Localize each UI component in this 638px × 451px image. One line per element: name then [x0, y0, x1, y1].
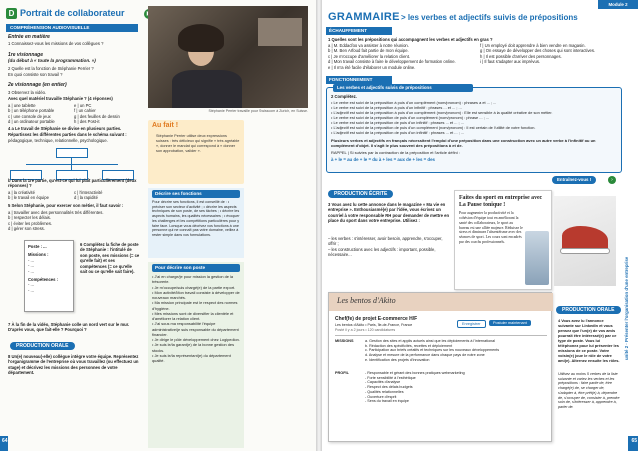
card-poste: Poste : ...	[28, 244, 47, 249]
list-item: c. Participation aux briefs créatifs et techniques sur les nouveaux développements	[365, 348, 500, 353]
right-page	[322, 0, 638, 451]
person-body	[172, 70, 242, 108]
list-item: • Mes missions sont de diversifier la clientèle et d'améliorer la relation client.	[152, 310, 234, 322]
list-item: d | Mon travail consiste à faire le développement de formation online.	[328, 59, 456, 65]
list-item: - Respect des délais budgets	[365, 385, 413, 390]
question-6: 6 Complétez la fiche de poste de Stéphanie : l'intitulé de son poste, ses missions (= ce qu'elle fait) et ses compétences (= ce qu'elle sait ou ce qu'elle sait faire).	[80, 242, 140, 274]
section-bar-warmup: ÉCHAUFFEMENT	[326, 27, 392, 35]
list-item: h | Il est possible d'arriver des personnages.	[480, 53, 562, 59]
viewing-1-sub: (du début à « toute la programmation. »)	[8, 58, 96, 63]
ad-text: Pour augmenter la productivité et la cohésion d'équipe tout en améliorant la santé des collaborateurs, le sport au bureau est une alliée majeure. Réduisez le stress et diminuez l'absentéisme avec des séances de sport. Les cours sont encadrés par des coachs professionnels.	[459, 211, 523, 245]
profile-label: PROFIL	[335, 371, 349, 375]
viewing-1-title: 1re visionnage	[8, 52, 44, 58]
background-window	[258, 18, 302, 46]
left-page	[0, 0, 316, 451]
job-location: Les bentos d'Akito • Paris, Île-de-France, France	[335, 323, 413, 327]
list-item: a | M. Eddacfoo va assister à notre réunion.	[328, 43, 409, 48]
option[interactable]: d | un ordinateur portable	[8, 119, 55, 125]
option[interactable]: e | un PC	[74, 103, 92, 108]
list-item: • J'ai sous ma responsabilité l'équipe administrative/je suis responsable du département financier.	[152, 321, 239, 337]
option[interactable]: b | le travail en équipe	[8, 195, 49, 201]
job-listing	[328, 292, 552, 442]
section-bar-production-orale: PRODUCTION ORALE	[556, 306, 621, 314]
list-item: • Mon activité/Mon travail consiste à développer de nouveaux marchés.	[152, 289, 240, 301]
list-item: i | Il faut s'adapter aux imprévus.	[480, 59, 541, 65]
list-item: • Ma mission principale est le respect des normes d'hygiène.	[152, 300, 238, 311]
section-bar-comprehension: COMPRÉHENSION AUDIOVISUELLE	[6, 24, 138, 32]
list-item: - Sens du travail en équipe	[365, 399, 409, 404]
section-bar-production-orale: PRODUCTION ORALE	[10, 342, 75, 350]
person-hair	[178, 24, 224, 52]
video-photo[interactable]	[148, 6, 308, 108]
question-3-writing: 3 Vous avez lu cette annonce dans le magazine « Ma vie en entreprise ». Enthousiasmé(e) par l'idée, vous écrivez un courriel à votre responsable RH pour demander de mettre en place du sport dans votre entreprise. Utilisez :	[328, 202, 450, 224]
profile-list	[365, 371, 549, 404]
list-item: b | M. Ben Arfoud fait partie de mon équipe.	[328, 48, 409, 54]
card-competences: Compétences :	[28, 276, 59, 282]
warmup-col2	[480, 43, 620, 65]
missions-label: MISSIONS	[335, 339, 354, 343]
grammar-heading	[328, 10, 578, 24]
ad-photo	[525, 231, 549, 285]
option[interactable]: c | éviter les problèmes.	[8, 220, 53, 226]
question-3b: Avec quel matériel travaille Stéphanie ? (4 réponses)	[8, 96, 113, 101]
option[interactable]: d | la rapidité	[74, 195, 98, 201]
option[interactable]: c | l'interactivité	[74, 190, 103, 195]
question-2b: En quoi consiste son travail ?	[8, 72, 63, 77]
rules-summary: Plusieurs verbes et adjectifs en français nécessitent l'emploi d'une préposition dans une construction avec un autre verbe à l'infinitif ou un complément d'objet. Il s'agit le plus souvent des prépositions à et de.	[331, 138, 596, 149]
sneaker-sole	[560, 248, 610, 254]
question-5: 5 Selon Stéphanie, pour exercer son métier, il faut savoir :	[8, 203, 124, 208]
viewing-2-title: 2e visionnage (en entier)	[8, 82, 67, 88]
page-title: Portrait de collaborateur	[20, 8, 125, 18]
subtitle: Entrée en matière	[8, 34, 50, 40]
option[interactable]: b | respecter les délais.	[8, 215, 51, 221]
company-title: Les bentos d'Akito	[337, 296, 396, 305]
grammar-title: GRAMMAIRE	[328, 11, 400, 23]
side-unit-label: unité 2 · Présenter l'organisation d'une entreprise	[624, 256, 629, 360]
complete-label: 2 Complétez.	[331, 94, 357, 99]
option[interactable]: a | travailler avec des personnalités très différentes.	[8, 210, 104, 215]
option[interactable]: h | des Post-it	[74, 119, 100, 125]
options-4-col1	[8, 190, 72, 201]
sneaker-photo	[554, 196, 616, 286]
divider	[335, 335, 547, 336]
options-5	[8, 210, 140, 232]
module-tab: Module 2	[598, 0, 638, 9]
job-desc-list	[152, 274, 240, 364]
describe-text: Pour décrire ses fonctions, il est conseillé de : • préciser son secteur d'activité ; • décrire les aspects techniques de son poste, de ses tâches ; • décrire les aspects humains, les qualités nécessaires ; • évoquer les challenges et les compétitions particulières pour y faire face. Lorsque vous décrivez vos fonctions à une personne qui ne connaît pas votre domaine, veillez à rester simple dans vos formulations.	[152, 200, 240, 238]
rule-item: • L'adjectif est suivi de la préposition à puis d'un complément (nom/pronom) : Elle est sensible à la qualité créative de son métier.	[331, 110, 553, 115]
list-item: e. Identification des projets d'innovation	[365, 357, 430, 362]
question-8: 8 Un(e) nouveau(-elle) collègue intègre votre équipe. Représentez l'organigramme de l'entreprise où vous travaillez (ou effectuez un stage) et décrivez les missions des personnes de votre département.	[8, 354, 139, 376]
option[interactable]: c | une console de jeux	[8, 113, 51, 119]
rule-item: • L'adjectif est suivi de la préposition de puis d'un infinitif : phrases ... et ... ; ...	[331, 130, 465, 135]
list-item: • Je suis le/la garant(e) de la bonne gestion des stocks.	[152, 342, 235, 353]
warmup-col1	[328, 43, 476, 70]
rules-title: Les verbes et adjectifs suivis de prépositions	[333, 84, 473, 92]
sneaker-shape	[562, 226, 608, 250]
job-title: Chef(fe) de projet E-commerce H/F	[335, 316, 418, 322]
schema-connector	[26, 164, 118, 165]
lesson-letter: D	[6, 8, 17, 19]
options-3-col2	[74, 103, 138, 125]
section-bar-fonctionnement: FONCTIONNEMENT	[326, 76, 392, 84]
list-item: b. Rédaction des spécificités, recettes et déploiement	[365, 343, 453, 348]
rules-reminder: RAPPEL | Si suivies par la contraction de la préposition et l'article défini :	[331, 150, 460, 155]
rules-box	[326, 87, 622, 173]
list-item: – les verbes : s'intéresser, avoir besoin, apprendre, s'occuper, offrir ;	[328, 236, 443, 247]
card-dash: - ...	[28, 268, 35, 274]
list-item: d. Analyse et mesure de la performance dans chaque pays de notre zone	[365, 353, 485, 358]
question-4a-b: Répartissez les différentes parties dans le schéma suivant :	[8, 132, 127, 137]
list-item: f | Un employé doit apprendre à bien vendre en magasin.	[480, 43, 586, 48]
exercises-link[interactable]: Entraînez-vous !	[552, 176, 596, 184]
rule-item: • L'adjectif est suivi de la préposition de puis d'un complément (nom/pronom) : Il est certain de l'utilité de votre fonction.	[331, 125, 536, 130]
card-dash: - ...	[28, 287, 35, 293]
rules-list	[331, 100, 619, 135]
option[interactable]: a | la créativité	[8, 190, 35, 195]
apply-button[interactable]: Postuler maintenant	[489, 320, 531, 326]
list-item: – les constructions avec les adjectifs : important, possible, nécessaire...	[328, 246, 436, 258]
question-1: 1 Connaissez-vous les missions de vos collègues ?	[8, 41, 104, 46]
ad-title: Faites du sport en entreprise avec La Pause tonique !	[459, 195, 543, 209]
option[interactable]: a | une tablette	[8, 103, 36, 108]
save-button[interactable]: Enregistrer	[457, 320, 486, 328]
list-item: g | On essaye de développer des choses qui sont interactives.	[480, 48, 596, 54]
page-number: 65	[631, 438, 637, 444]
list-item: - Forte sensibilité à l'esthétique	[365, 375, 416, 380]
warmup-question: 1 Quelles sont les prépositions qui accompagnent les verbes et adjectifs en gras ?	[328, 37, 493, 42]
arrow-right-icon[interactable]: ›	[608, 176, 616, 184]
question-4-oral: 4 Vous avez lu l'annonce suivante sur LinkedIn et vous pensez que l'un(e) de vos amis pourrait être intéressé(e) par ce type de poste. Vous lui téléphonez pour lui présenter les missions de ce poste. Votre voisin(e) joue le rôle de votre ami(e). Alternez ensuite les rôles.	[558, 318, 620, 363]
option[interactable]: g | des feuilles de dessin	[74, 113, 120, 119]
job-date: Posté il y a 2 jours • 120 candidatures	[335, 328, 396, 332]
grammar-subtitle: > les verbes et adjectifs suivis de prépositions	[400, 13, 578, 22]
list-item: - Capacités d'analyse	[365, 380, 401, 385]
list-item: - Qualités relationnelles	[365, 389, 404, 394]
rule-item: • Le verbe est suivi de la préposition à puis d'un complément (nom/pronom) : phrases a et ... ; ...	[331, 100, 497, 105]
card-missions: Missions :	[28, 252, 49, 258]
list-item: • Je m'occupe/suis chargé(e) de la partie export.	[152, 284, 236, 290]
rule-item: • Le verbe est suivi de la préposition à puis d'un infinitif : phrases ... et ... ; ...	[331, 105, 462, 110]
list-item: - Responsable et gérant des bonnes pratiques webmarketing	[365, 371, 465, 375]
option[interactable]: f | un cahier	[74, 108, 96, 114]
job-desc-box	[148, 262, 244, 448]
question-4a: 4 a Le travail de Stéphanie se divise en plusieurs parties.	[8, 126, 122, 131]
option[interactable]: d | gérer son stress.	[8, 226, 45, 232]
question-3-items	[328, 236, 450, 258]
list-item: c | Je m'occupe d'améliorer la relation client.	[328, 53, 411, 59]
au-fait-box	[148, 120, 244, 184]
schema-box-top[interactable]	[56, 148, 88, 158]
sport-ad	[454, 190, 552, 290]
question-2: 2 Quelle est la fonction de Stéphanie Perrier ?	[8, 66, 94, 71]
job-desc-title: Pour décrire son poste	[152, 264, 240, 272]
contractions: à + le = au de + le = du à + les = aux de + les = des	[331, 157, 435, 162]
card-dash: - ...	[28, 263, 35, 269]
au-fait-title: Au fait !	[152, 122, 179, 129]
page-number: 64	[2, 438, 8, 444]
section-bar-production-ecrite: PRODUCTION ÉCRITE	[328, 190, 393, 198]
au-fait-text: Stéphanie Perrier utilise deux expressions suisses : très délicieux qui signifie « très agréable », donner le mandat qui correspond à « donner son approbation, valider ».	[156, 134, 240, 153]
list-item: • Je suis le/la représentant(e) du département qualité.	[152, 352, 231, 364]
option[interactable]: b | un téléphone portable	[8, 108, 55, 114]
rule-item: • Le verbe est suivi de la préposition de puis d'un complément (nom/pronom) : phrase ... ; ...	[331, 115, 490, 120]
options-3-col1	[8, 103, 72, 125]
list-item: • Je dirige le pôle développement chez Logipedion.	[152, 337, 240, 343]
rule-item: • Le verbe est suivi de la préposition de puis d'un infinitif : phrases ... et ... ; ...	[331, 120, 464, 125]
question-4a-c: pédagogique, technique, relationnelle, psychologique.	[8, 138, 108, 143]
question-3: 3 Observez la vidéo.	[8, 90, 47, 95]
card-dash: - ...	[28, 257, 35, 263]
question-4-tip: Utilisez au moins 5 verbes de la liste suivante et variez les verbes et les prépositions : faire partie de, être chargé(e) de, se charger de, s'adapter à, être prêt(e) à, dépendre de, s'occuper de, consister à, prendre soin de, s'intéresser à, apprendre à, parler de.	[558, 372, 620, 410]
missions-list	[365, 339, 549, 363]
list-item: e | Il m'a été facile d'élaborer un module online.	[328, 64, 416, 70]
options-4-col2	[74, 190, 138, 201]
card-dash: - ...	[28, 282, 35, 288]
list-item: • J'ai en charge/je pour mission la gestion de la trésorerie.	[152, 274, 234, 285]
list-item: - Ouverture d'esprit	[365, 394, 397, 399]
question-4b: b Dans la 1re partie, qu'est-ce qui lui plaît particulièrement (deux réponses) ?	[8, 178, 137, 189]
job-card[interactable]	[24, 240, 74, 312]
list-item: a. Gestion des sites et applis actuels ainsi que les déploiements à l'international	[365, 339, 496, 343]
describe-box	[148, 188, 244, 258]
question-7: 7 À la fin de la vidéo, Stéphanie colle un nord vert sur le mur. D'après vous, que fait-elle ? Pourquoi ?	[8, 322, 130, 333]
photo-caption: Stéphanie Perrier travaille pour Swisscom à Zurich, en Suisse.	[208, 109, 308, 113]
describe-title: Décrire ses fonctions	[152, 190, 240, 198]
